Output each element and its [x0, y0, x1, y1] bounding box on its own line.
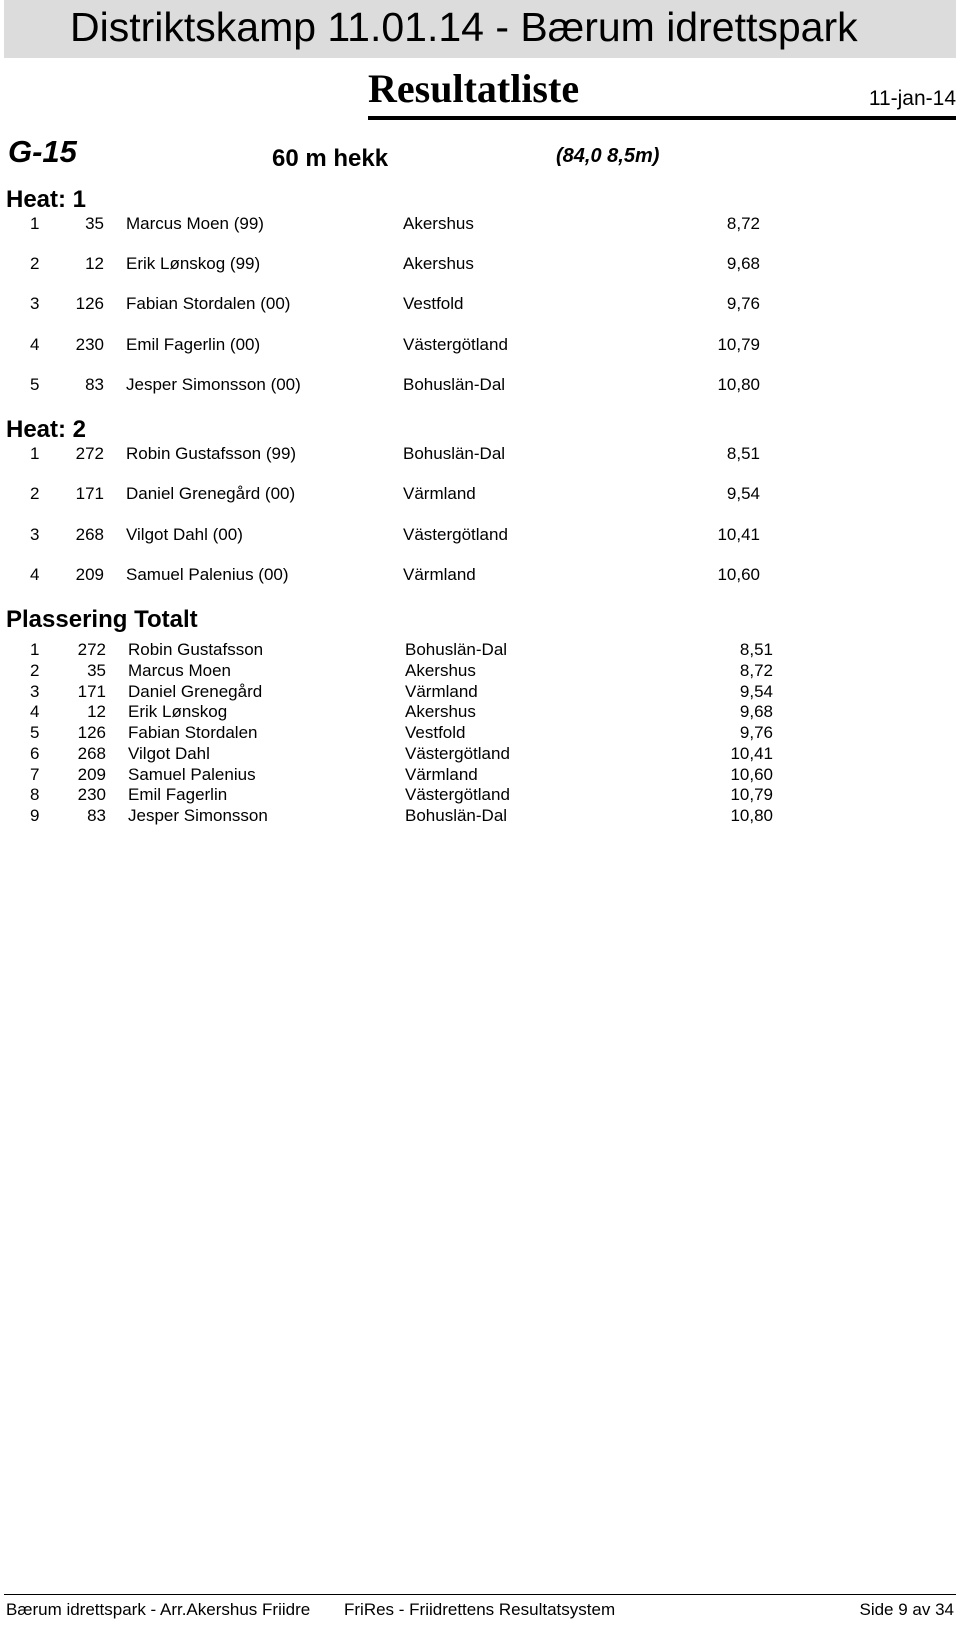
- result-time: 9,76: [739, 723, 773, 742]
- club: Akershus: [405, 661, 476, 680]
- bib-number: 230: [75, 335, 104, 354]
- athlete-name: Vilgot Dahl (00): [126, 525, 243, 544]
- bib-number: 171: [75, 484, 104, 503]
- result-time: 10,41: [717, 525, 760, 544]
- result-row: [0, 333, 960, 357]
- club: Västergötland: [405, 785, 510, 804]
- result-time: 9,54: [739, 682, 773, 701]
- result-time: 10,41: [730, 744, 773, 763]
- place: 3: [30, 682, 40, 701]
- club: Bohuslän-Dal: [403, 375, 506, 394]
- place: 6: [30, 744, 40, 763]
- heat-1-title: Heat: 1: [6, 186, 87, 213]
- club: Värmland: [403, 565, 476, 584]
- club: Bohuslän-Dal: [403, 444, 506, 463]
- place: 9: [30, 806, 40, 825]
- bib-number: 83: [87, 806, 106, 825]
- athlete-name: Emil Fagerlin: [128, 785, 228, 804]
- club: Västergötland: [403, 525, 508, 544]
- overall-row: [0, 804, 960, 828]
- athlete-name: Daniel Grenegård: [128, 682, 263, 701]
- result-time: 10,79: [730, 785, 773, 804]
- bib-number: 268: [75, 525, 104, 544]
- place: 4: [30, 702, 40, 721]
- place: 3: [30, 294, 40, 313]
- result-time: 9,54: [726, 484, 760, 503]
- document-date: 11-jan-14: [868, 87, 956, 110]
- club: Vestfold: [403, 294, 464, 313]
- athlete-name: Fabian Stordalen (00): [126, 294, 291, 313]
- club: Vestfold: [405, 723, 466, 742]
- bib-number: 171: [77, 682, 106, 701]
- bib-number: 35: [85, 214, 104, 233]
- result-time: 8,51: [726, 444, 760, 463]
- place: 5: [30, 723, 40, 742]
- bib-number: 230: [77, 785, 106, 804]
- event-title: Distriktskamp 11.01.14 - Bærum idrettspark: [70, 4, 858, 50]
- place: 2: [30, 661, 40, 680]
- athlete-name: Emil Fagerlin (00): [126, 335, 261, 354]
- bib-number: 35: [87, 661, 106, 680]
- place: 2: [30, 254, 40, 273]
- athlete-name: Jesper Simonsson (00): [126, 375, 301, 394]
- result-time: 10,80: [730, 806, 773, 825]
- athlete-name: Vilgot Dahl: [128, 744, 210, 763]
- result-row: [0, 373, 960, 397]
- place: 1: [30, 444, 40, 463]
- club: Västergötland: [405, 744, 510, 763]
- result-row: [0, 523, 960, 547]
- bib-number: 126: [75, 294, 104, 313]
- place: 4: [30, 335, 40, 354]
- result-time: 9,68: [726, 254, 760, 273]
- club: Bohuslän-Dal: [405, 806, 508, 825]
- place: 7: [30, 765, 40, 784]
- place: 3: [30, 525, 40, 544]
- footer-page-number: Side 9 av 34: [859, 1600, 954, 1619]
- athlete-name: Marcus Moen (99): [126, 214, 264, 233]
- club: Akershus: [403, 214, 474, 233]
- club: Västergötland: [403, 335, 508, 354]
- document-title: Resultatliste: [368, 66, 580, 111]
- result-time: 10,79: [717, 335, 760, 354]
- club: Värmland: [405, 765, 478, 784]
- place: 1: [30, 640, 40, 659]
- place: 5: [30, 375, 40, 394]
- event-name: 60 m hekk: [272, 145, 389, 172]
- result-time: 9,76: [726, 294, 760, 313]
- result-row: [0, 292, 960, 316]
- athlete-name: Samuel Palenius (00): [126, 565, 289, 584]
- bib-number: 272: [75, 444, 104, 463]
- result-time: 10,60: [717, 565, 760, 584]
- athlete-name: Fabian Stordalen: [128, 723, 258, 742]
- athlete-name: Robin Gustafsson: [128, 640, 264, 659]
- athlete-name: Daniel Grenegård (00): [126, 484, 296, 503]
- club: Akershus: [405, 702, 476, 721]
- club: Värmland: [403, 484, 476, 503]
- footer-venue: Bærum idrettspark - Arr.Akershus Friidre: [6, 1600, 311, 1619]
- result-time: 8,72: [739, 661, 773, 680]
- footer-divider: [4, 1594, 956, 1595]
- club: Värmland: [405, 682, 478, 701]
- result-time: 8,72: [726, 214, 760, 233]
- bib-number: 126: [77, 723, 106, 742]
- place: 1: [30, 214, 40, 233]
- athlete-name: Marcus Moen: [128, 661, 231, 680]
- heat-2-title: Heat: 2: [6, 416, 87, 443]
- athlete-name: Erik Lønskog (99): [126, 254, 261, 273]
- result-time: 10,80: [717, 375, 760, 394]
- footer-system: FriRes - Friidrettens Resultatsystem: [344, 1600, 616, 1619]
- overall-title: Plassering Totalt: [6, 606, 198, 633]
- result-row: [0, 442, 960, 466]
- athlete-name: Robin Gustafsson (99): [126, 444, 297, 463]
- athlete-name: Samuel Palenius: [128, 765, 256, 784]
- athlete-name: Jesper Simonsson: [128, 806, 268, 825]
- class-name: G-15: [8, 134, 77, 169]
- place: 8: [30, 785, 40, 804]
- club: Bohuslän-Dal: [405, 640, 508, 659]
- result-time: 9,68: [739, 702, 773, 721]
- bib-number: 209: [75, 565, 104, 584]
- result-time: 10,60: [730, 765, 773, 784]
- place: 4: [30, 565, 40, 584]
- result-row: [0, 482, 960, 506]
- bib-number: 83: [85, 375, 104, 394]
- bib-number: 272: [77, 640, 106, 659]
- bib-number: 268: [77, 744, 106, 763]
- header-divider: [368, 116, 956, 120]
- event-specification: (84,0 8,5m): [556, 145, 660, 167]
- athlete-name: Erik Lønskog: [128, 702, 228, 721]
- place: 2: [30, 484, 40, 503]
- result-row: [0, 252, 960, 276]
- bib-number: 209: [77, 765, 106, 784]
- club: Akershus: [403, 254, 474, 273]
- bib-number: 12: [85, 254, 104, 273]
- bib-number: 12: [87, 702, 106, 721]
- result-time: 8,51: [739, 640, 773, 659]
- result-row: [0, 563, 960, 587]
- result-row: [0, 212, 960, 236]
